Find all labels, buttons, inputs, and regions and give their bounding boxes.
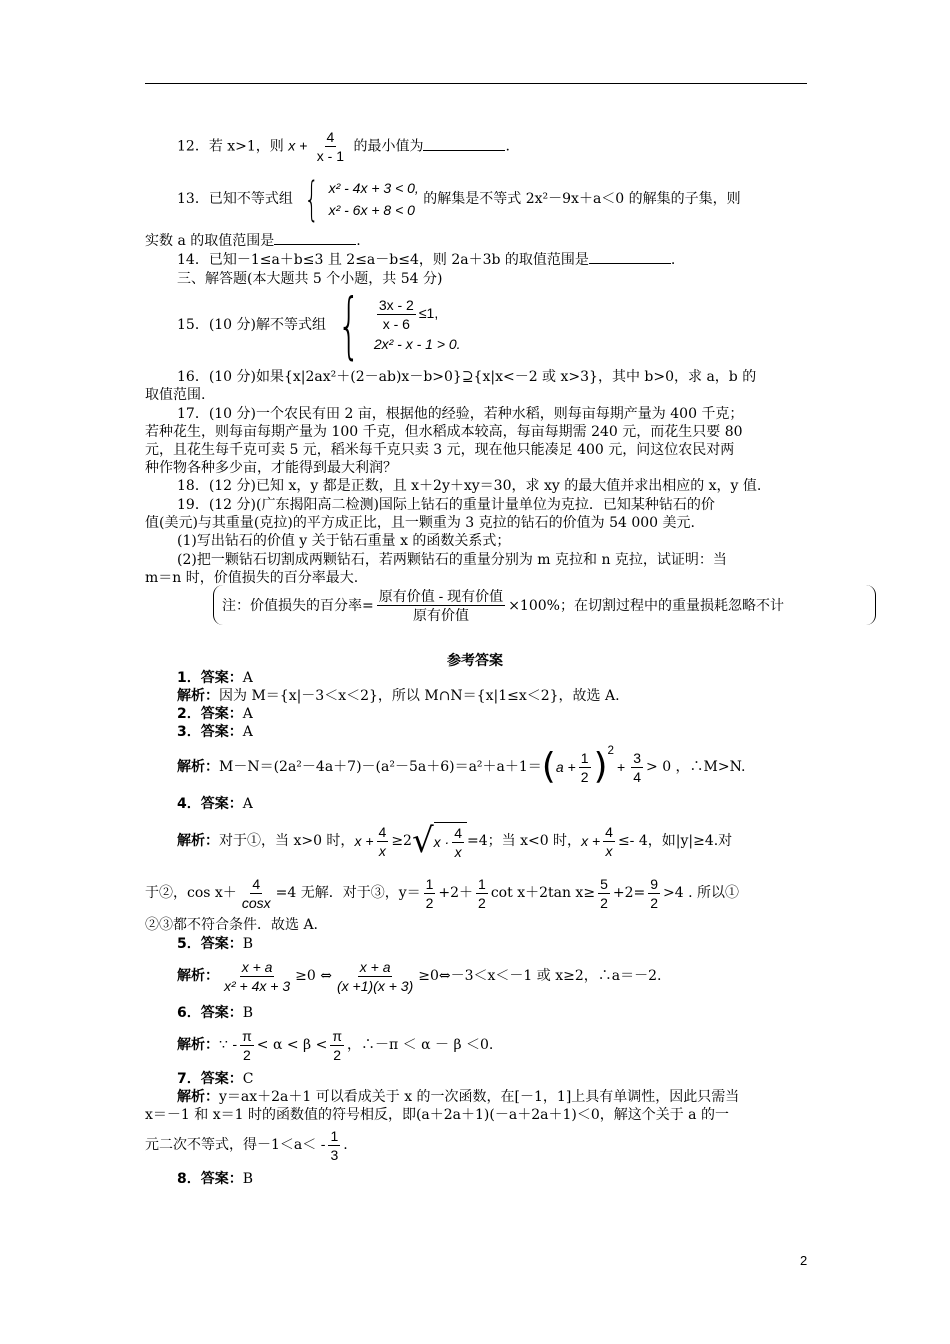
- a3-half: [579, 749, 591, 786]
- a8-label: 8．答案：: [177, 1171, 243, 1187]
- a3-plus: +: [617, 759, 626, 775]
- q12-post: 的最小值为: [353, 138, 424, 155]
- answer-1: [177, 669, 842, 687]
- a6-pi-half-1: [240, 1027, 254, 1064]
- a5-label: 5．答案：: [177, 936, 243, 952]
- q15-tail: ≤1,: [418, 304, 439, 321]
- note-num: 原有价值 - 现有价值: [378, 587, 504, 604]
- question-19-l4: (2)把一颗钻石切割成两颗钻石，若两颗钻石的重量分别为 m 克拉和 n 克拉，试证明：当: [177, 552, 727, 568]
- a6-p1-den: 2: [243, 1046, 251, 1063]
- a3-a: a +: [555, 759, 576, 775]
- question-13: [177, 172, 842, 226]
- a2-label: 2．答案：: [177, 706, 243, 722]
- a4-p4: ≤- 4，如|y|≥4.对: [617, 833, 733, 849]
- a5-value: B: [242, 936, 254, 952]
- a7-ex-label: 解析：: [177, 1089, 219, 1105]
- q13-text: 13．已知不等式组: [177, 191, 293, 207]
- a3-three-quarters: [631, 749, 643, 786]
- a4-frac-3: [603, 823, 615, 860]
- note-pre: 注：价值损失的百分率=: [222, 598, 374, 614]
- a5-mid: ≥0 ⇔: [295, 968, 332, 984]
- a4-f1-num: 4: [378, 823, 387, 840]
- question-18: 18．(12 分)已知 x，y 都是正数，且 x＋2y＋xy＝30，求 xy 的最大值并求出相应的 x，y 值.: [177, 478, 762, 494]
- q12-text: 12．若 x>1，则: [177, 138, 284, 155]
- a4-sqrt: [412, 822, 467, 861]
- a3-half-den: 2: [580, 768, 589, 785]
- a2-value: A: [242, 706, 253, 722]
- a4-h2-num: 1: [478, 875, 486, 892]
- left-brace: {: [337, 283, 361, 367]
- a6-value: B: [242, 1005, 254, 1021]
- a6-pi-half-2: [330, 1027, 344, 1064]
- right-paren: ): [593, 746, 608, 787]
- question-19-l5: m＝n 时，价值损失的百分率最大.: [145, 570, 359, 586]
- a4-xp-2: x +: [581, 833, 601, 849]
- a6-ex-label: 解析：: [177, 1037, 219, 1053]
- q14-end: .: [670, 252, 676, 268]
- answer-7-explanation: [177, 1088, 842, 1106]
- a4-l2c: +2＋: [438, 885, 474, 901]
- a6-tail: ，∴－π ＜ α － β ＜0.: [346, 1037, 494, 1053]
- answer-1-explanation: [177, 687, 842, 705]
- a6-mid: < α < β <: [256, 1037, 328, 1053]
- a6-p1-num: π: [242, 1027, 252, 1044]
- q12-end: .: [505, 138, 510, 155]
- q13-ineq-1: x² - 4x + 3 < 0,: [328, 180, 419, 196]
- a6-p2-num: π: [332, 1027, 342, 1044]
- a7-third-num: 1: [330, 1127, 339, 1144]
- a8-value: B: [242, 1171, 254, 1187]
- a4-half-1: [424, 875, 436, 912]
- a4-l2f: >4 . 所以①: [663, 885, 740, 901]
- a4-nh-num: 9: [650, 875, 659, 892]
- a4-xp: x +: [354, 833, 374, 849]
- q14-text: 14．已知－1≤a＋b≤3 且 2≤a－b≤4，则 2a＋3b 的取值范围是: [177, 252, 589, 268]
- question-15: [177, 283, 842, 367]
- q15-den: x - 6: [382, 315, 410, 332]
- a4-p3: =4；当 x<0 时，: [466, 833, 582, 849]
- q15-text: 15．(10 分)解不等式组: [177, 317, 327, 333]
- a3-ex-label: 解析：: [177, 759, 219, 775]
- question-16-l2: 取值范围.: [145, 387, 206, 403]
- question-16: 16．(10 分)如果{x|2ax²＋(2－ab)x－b>0}⊇{x|x<－2 或 x>3}，其中 b>0，求 a，b 的: [177, 369, 757, 385]
- a4-cos-den: cosx: [241, 894, 271, 911]
- question-17: 17．(10 分)一个农民有田 2 亩，根据他的经验，若种水稻，则每亩每期产量为 400 千克；: [177, 406, 744, 422]
- answer-blank: [423, 138, 505, 151]
- question-17-l3: 元，且花生每千克可卖 5 元，稻米每千克只卖 3 元，现在他只能凑足 400 元，问这位农民对两: [145, 442, 735, 458]
- q13-post: 的解集是不等式 2x²－9x＋a＜0 的解集的子集，则: [423, 191, 741, 207]
- a4-h1-num: 1: [425, 875, 434, 892]
- note-box: [213, 585, 876, 625]
- answer-2: [177, 705, 842, 723]
- q12-fraction: [315, 128, 346, 165]
- a5-f2-num: x + a: [359, 958, 391, 975]
- a4-f3-num: 4: [605, 823, 613, 840]
- a7-third-den: 3: [330, 1146, 339, 1163]
- a4-f1-den: x: [378, 842, 386, 859]
- a1-value: A: [242, 670, 253, 686]
- a3-square: 2: [607, 744, 615, 757]
- q13-end: .: [356, 233, 361, 249]
- q13-ineq-2: x² - 6x + 8 < 0: [328, 202, 415, 218]
- q12-expr: x +: [288, 137, 308, 154]
- a4-fh-num: 5: [600, 875, 608, 892]
- answer-blank: [589, 251, 671, 264]
- question-13-line2: [145, 232, 810, 250]
- a4-p1: 对于①，当 x>0 时，: [219, 833, 355, 849]
- a1-label: 1．答案：: [177, 670, 243, 686]
- a4-f2-num: 4: [454, 824, 462, 841]
- note-den: 原有价值: [412, 606, 469, 623]
- q12-den: x - 1: [316, 148, 345, 164]
- a4-l2a: 于②，cos x＋: [145, 885, 237, 901]
- a5-frac-1: [222, 958, 292, 995]
- answer-7-explanation-l3: [145, 1122, 810, 1168]
- a4-l2e: +2=: [612, 885, 646, 901]
- a4-h1-den: 2: [425, 894, 434, 911]
- a4-f2-den: x: [454, 843, 462, 860]
- a6-label: 6．答案：: [177, 1005, 243, 1021]
- a4-value: A: [242, 796, 253, 812]
- a5-f1-num: x + a: [241, 958, 273, 975]
- a6-pre: ∵ -: [219, 1037, 238, 1053]
- a5-f2-den: (x +1)(x + 3): [336, 977, 414, 994]
- question-14: [177, 251, 842, 269]
- a5-frac-2: [335, 958, 415, 995]
- a4-l2b: =4 无解．对于③，y＝: [275, 885, 421, 901]
- answer-4-explanation-l3: ②③都不符合条件．故选 A.: [145, 917, 319, 933]
- q15-ineq-2: 2x² - x - 1 > 0.: [373, 335, 461, 352]
- a4-nine-halves: [648, 875, 660, 912]
- question-19: 19．(12 分)(广东揭阳高二检测)国际上钻石的重量计量单位为克拉．已知某种钻石的价: [177, 497, 715, 513]
- a6-p2-den: 2: [333, 1046, 342, 1063]
- a7-third: [328, 1127, 340, 1164]
- answer-3: [177, 723, 842, 741]
- a4-frac-1: [377, 823, 389, 860]
- a3-half-num: 1: [580, 749, 589, 766]
- answer-blank: [274, 232, 356, 245]
- note-post: ×100%；在切割过程中的重量损耗忽略不计: [508, 598, 784, 614]
- a7-label: 7．答案：: [177, 1071, 243, 1087]
- a4-ex-label: 解析：: [177, 833, 219, 849]
- a3-ex-pre: M－N＝(2a²－4a＋7)－(a²－5a＋6)＝a²＋a＋1＝: [219, 759, 542, 775]
- a7-value: C: [242, 1071, 254, 1087]
- question-19-l3: (1)写出钻石的价值 y 关于钻石重量 x 的函数关系式；: [177, 533, 511, 549]
- q13-line2: 实数 a 的取值范围是: [145, 233, 275, 249]
- left-paren: (: [541, 746, 556, 787]
- q12-num: 4: [326, 129, 335, 145]
- a3-value: A: [242, 724, 253, 740]
- a4-f3-den: x: [605, 842, 613, 859]
- left-brace: {: [304, 172, 320, 226]
- radical-sign: √: [411, 821, 434, 861]
- q15-fraction: [377, 296, 416, 333]
- a5-tail: ≥0⇔－3＜x＜－1 或 x≥2，∴a＝－2.: [418, 968, 662, 984]
- a4-half-2: [476, 875, 488, 912]
- a1-ex: 因为 M＝{x|－3＜x＜2}，所以 M∩N＝{x|1≤x＜2}，故选 A.: [219, 688, 620, 704]
- a4-fh-den: 2: [600, 894, 608, 911]
- a7-end: .: [343, 1137, 348, 1153]
- q15-num: 3x - 2: [378, 296, 414, 313]
- a1-ex-label: 解析：: [177, 688, 219, 704]
- a4-nh-den: 2: [650, 894, 659, 911]
- a4-label: 4．答案：: [177, 796, 243, 812]
- a4-xdot: x ·: [433, 834, 450, 850]
- a4-p2: ≥2: [391, 833, 412, 849]
- a3-label: 3．答案：: [177, 724, 243, 740]
- answer-7-explanation-l2: x＝－1 和 x＝1 时的函数值的符号相反，即(a＋2a＋1)(－a＋2a＋1)＜0，解这个关于 a 的一: [145, 1107, 729, 1123]
- a5-f1-den: x² + 4x + 3: [224, 977, 291, 994]
- answer-4-explanation: [177, 818, 842, 864]
- header-rule: [145, 83, 807, 84]
- answer-6: [177, 1004, 842, 1022]
- a4-cos-num: 4: [252, 875, 261, 892]
- question-19-l2: 值(美元)与其重量(克拉)的平方成正比，且一颗重为 3 克拉的钻石的价值为 54 000 美元.: [145, 515, 695, 531]
- answer-3-explanation: [177, 742, 842, 792]
- a5-ex-label: 解析：: [177, 968, 219, 984]
- answer-8: [177, 1170, 842, 1188]
- answer-4: [177, 795, 842, 813]
- a3-tq-num: 3: [633, 749, 642, 766]
- question-17-l4: 种作物各种多少亩，才能得到最大利润？: [145, 460, 397, 476]
- a4-h2-den: 2: [478, 894, 486, 911]
- q13-system: [297, 172, 419, 226]
- note-fraction: [377, 587, 505, 624]
- answer-5-explanation: [177, 953, 842, 999]
- a3-tq-den: 4: [633, 768, 642, 785]
- a4-frac-2: [452, 824, 464, 861]
- answer-7: [177, 1070, 842, 1088]
- answer-5: [177, 935, 842, 953]
- a7-l3: 元二次不等式，得－1＜a＜ -: [145, 1137, 326, 1153]
- a3-tail: > 0 ，∴M>N.: [646, 759, 746, 775]
- page-number: 2: [800, 1253, 808, 1268]
- a4-five-halves: [598, 875, 610, 912]
- answer-6-explanation: [177, 1022, 842, 1068]
- a4-cos-frac: [240, 875, 273, 912]
- question-17-l2: 若种花生，则每亩每期产量为 100 千克，但水稻成本较高，每亩每期需 240 元，而花生只要 80: [145, 424, 743, 440]
- answer-4-explanation-l2: [145, 870, 810, 916]
- a4-l2d: cot x＋2tan x≥: [490, 885, 596, 901]
- answers-title: 参考答案: [447, 653, 503, 669]
- section-3-heading: 三、解答题(本大题共 5 个小题，共 54 分): [177, 271, 443, 287]
- q15-system: [326, 283, 461, 367]
- question-12: [177, 128, 842, 165]
- a7-l1: y＝ax＋2a＋1 可以看成关于 x 的一次函数，在[－1，1]上具有单调性，因此只需当: [219, 1089, 740, 1105]
